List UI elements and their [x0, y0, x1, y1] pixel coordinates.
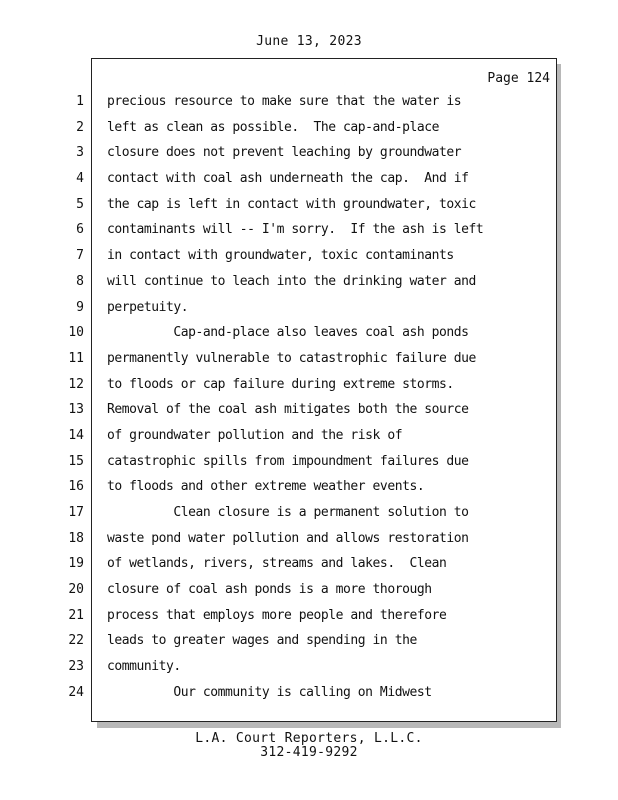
footer-phone: 312-419-9292 [260, 745, 358, 760]
line-number: 24 [68, 684, 84, 700]
footer-company: L.A. Court Reporters, L.L.C. [195, 731, 423, 746]
transcript-line: will continue to leach into the drinking water and [107, 273, 476, 289]
line-number: 21 [68, 607, 84, 623]
header-date: June 13, 2023 [256, 34, 362, 49]
transcript-line: waste pond water pollution and allows restoration [107, 530, 469, 546]
transcript-line: catastrophic spills from impoundment failures due [107, 453, 469, 469]
transcript-line: precious resource to make sure that the water is [107, 94, 462, 109]
line-number: 4 [76, 171, 84, 187]
transcript-line: of wetlands, rivers, streams and lakes. Clean [107, 556, 447, 572]
transcript-line: process that employs more people and therefore [107, 607, 447, 623]
line-number: 18 [68, 530, 84, 546]
page-number: Page 124 [487, 71, 550, 86]
transcript-line: Removal of the coal ash mitigates both the source [107, 402, 469, 418]
transcript-line: leads to greater wages and spending in the [107, 633, 417, 649]
transcript-line: the cap is left in contact with groundwater, toxic [107, 196, 476, 212]
transcript-line: to floods or cap failure during extreme storms. [107, 376, 454, 392]
line-number: 20 [68, 582, 84, 598]
line-number: 1 [76, 94, 84, 109]
transcript-line: contaminants will -- I'm sorry. If the ash is left [107, 222, 484, 238]
transcript-line: contact with coal ash underneath the cap. And if [107, 171, 469, 187]
line-number: 17 [68, 505, 84, 520]
line-number: 12 [68, 376, 84, 392]
transcript-line: Cap-and-place also leaves coal ash ponds [107, 325, 469, 341]
line-number: 6 [76, 222, 84, 238]
transcript-line: of groundwater pollution and the risk of [107, 427, 403, 443]
transcript-line: perpetuity. [107, 299, 189, 315]
line-number: 9 [76, 299, 84, 315]
line-number: 16 [68, 479, 84, 495]
line-number: 11 [68, 350, 84, 366]
line-number: 10 [68, 325, 84, 341]
transcript-line: in contact with groundwater, toxic contaminants [107, 248, 454, 264]
transcript-line: Our community is calling on Midwest [107, 684, 432, 700]
line-number: 23 [68, 659, 84, 675]
transcript-line: left as clean as possible. The cap-and-place [107, 119, 439, 135]
transcript-line: community. [107, 659, 181, 675]
line-number: 8 [76, 273, 84, 289]
line-number: 2 [76, 119, 84, 135]
line-number: 19 [68, 556, 84, 572]
line-number: 15 [68, 453, 84, 469]
transcript-line: permanently vulnerable to catastrophic failure due [107, 350, 476, 366]
line-number: 3 [76, 145, 84, 161]
line-number: 7 [76, 248, 84, 264]
transcript-text [107, 89, 557, 706]
line-number: 22 [68, 633, 84, 649]
line-number: 14 [68, 427, 84, 443]
transcript-line: to floods and other extreme weather events. [107, 479, 425, 495]
transcript-line: Clean closure is a permanent solution to [107, 505, 469, 520]
line-number-column [0, 89, 86, 706]
transcript-line: closure of coal ash ponds is a more thorough [107, 582, 432, 598]
footer [0, 732, 618, 760]
line-number: 13 [68, 402, 84, 418]
line-number: 5 [76, 196, 84, 212]
transcript-line: closure does not prevent leaching by groundwater [107, 145, 462, 161]
